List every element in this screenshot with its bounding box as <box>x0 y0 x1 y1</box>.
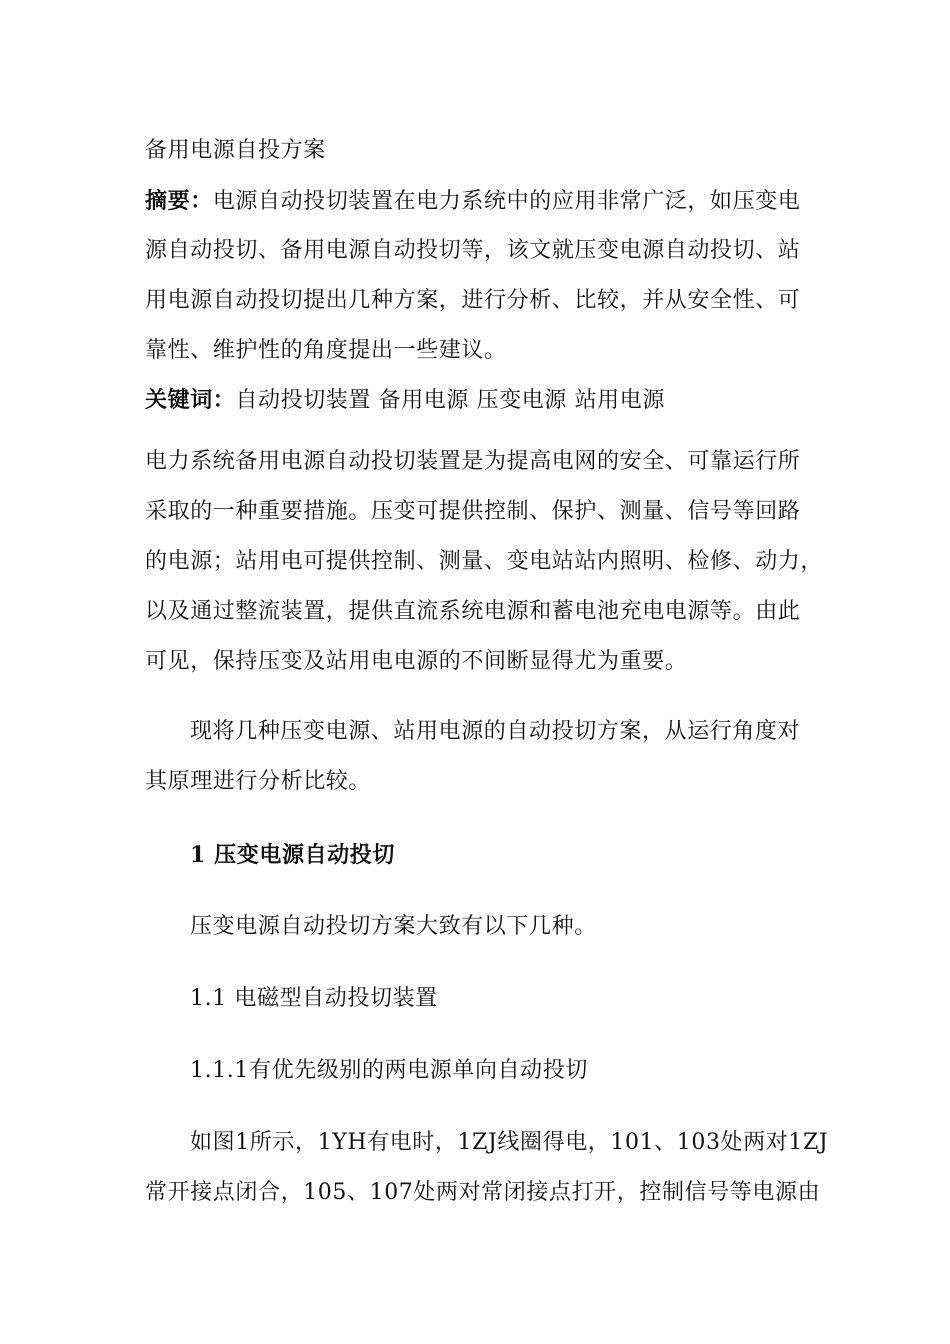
paragraph-line: 常开接点闭合，105、107处两对常闭接点打开，控制信号等电源由 <box>145 1180 821 1205</box>
abstract-first-line <box>145 186 800 217</box>
abstract-line: 电源自动投切装置在电力系统中的应用非常广泛，如压变电 <box>212 189 801 214</box>
abstract-line: 用电源自动投切提出几种方案，进行分析、比较，并从安全性、可 <box>145 288 801 313</box>
section-1-1-heading: 1.1 电磁型自动投切装置 <box>190 986 438 1011</box>
keywords-line <box>145 385 665 416</box>
intro-line: 采取的一种重要措施。压变可提供控制、保护、测量、信号等回路 <box>145 499 801 524</box>
abstract-line: 靠性、维护性的角度提出一些建议。 <box>145 338 507 363</box>
paragraph-line: 其原理进行分析比较。 <box>145 769 372 794</box>
paragraph-line: 如图1所示，1YH有电时，1ZJ线圈得电，101、103处两对1ZJ <box>190 1130 829 1155</box>
intro-line: 的电源；站用电可提供控制、测量、变电站站内照明、检修、动力， <box>145 549 824 574</box>
section-1-1-1-heading: 1.1.1有优先级别的两电源单向自动投切 <box>190 1058 588 1083</box>
section-1-heading: 1 压变电源自动投切 <box>190 842 395 868</box>
intro-line: 以及通过整流装置，提供直流系统电源和蓄电池充电电源等。由此 <box>145 599 801 624</box>
document-title: 备用电源自投方案 <box>145 138 326 163</box>
section-1-text: 压变电源自动投切方案大致有以下几种。 <box>190 914 597 939</box>
keywords-label: 关键词： <box>145 387 236 413</box>
paragraph-line: 现将几种压变电源、站用电源的自动投切方案，从运行角度对 <box>190 719 801 744</box>
abstract-line: 源自动投切、备用电源自动投切等，该文就压变电源自动投切、站 <box>145 238 801 263</box>
keywords-text: 自动投切装置 备用电源 压变电源 站用电源 <box>235 388 665 413</box>
abstract-label: 摘要： <box>145 188 213 214</box>
intro-line: 可见，保持压变及站用电电源的不间断显得尤为重要。 <box>145 649 688 674</box>
intro-line: 电力系统备用电源自动投切装置是为提高电网的安全、可靠运行所 <box>145 449 801 474</box>
